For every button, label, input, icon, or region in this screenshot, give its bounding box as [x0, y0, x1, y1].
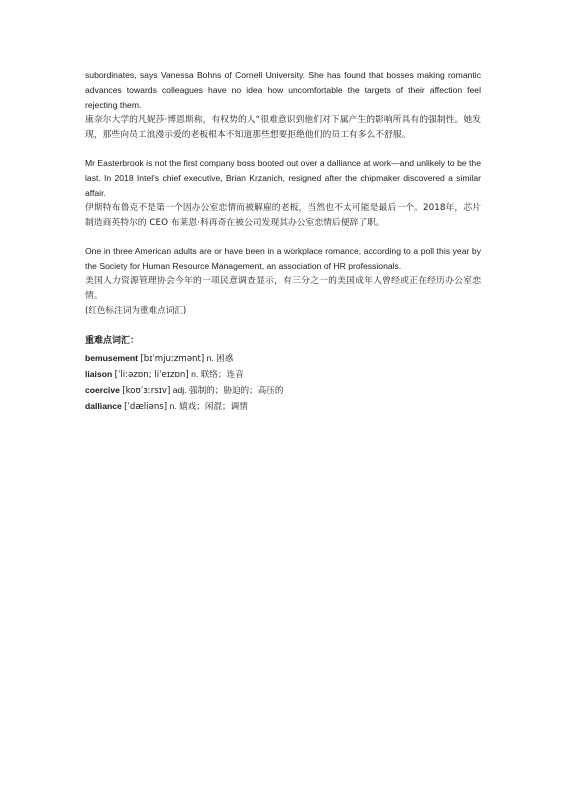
- vocab-pos: n.: [169, 401, 177, 411]
- vocab-entry: [85, 383, 481, 399]
- paragraph-english: One in three American adults are or have been in a workplace romance, according to a poll this year by the Society for Human Resource Management, an association of HR professionals.: [85, 246, 481, 271]
- vocab-pos: adj.: [172, 385, 187, 395]
- vocab-phonetic: [ˈdæliəns]: [124, 402, 168, 412]
- red-word-note: (红色标注词为重难点词汇): [85, 306, 187, 316]
- vocab-entry: [85, 399, 481, 415]
- paragraph-english: Mr Easterbrook is not the first company boss booted out over a dalliance at work—and unlikely to be the last. In 2018 Intel’s chief executive, Brian Krzanich, resigned after the chipmaker discovered a similar affair.: [85, 158, 481, 198]
- paragraph-chinese: 美国人力资源管理协会今年的一项民意调查显示，有三分之一的美国成年人曾经或正在经历办公室恋情。: [85, 276, 481, 301]
- paragraph-3: [85, 244, 481, 319]
- vocab-entry: [85, 367, 481, 383]
- vocab-phonetic: [koʊˈɜːrsɪv]: [122, 386, 171, 396]
- vocab-definition: 困惑: [216, 354, 234, 364]
- vocabulary-title: 重难点词汇：: [85, 336, 140, 346]
- vocab-phonetic: [bɪˈmjuːzmənt]: [140, 354, 205, 364]
- paragraph-1: [85, 68, 481, 143]
- vocabulary-section: [85, 333, 481, 415]
- vocab-definition: 嬉戏；闲混；调情: [179, 402, 248, 412]
- vocab-phonetic: [ˈliːəzɒn; liˈeɪzɒn]: [114, 370, 189, 380]
- paragraph-english: subordinates, says Vanessa Bohns of Cornell University. She has found that bosses making romantic advances towards colleagues have no idea how uncomfortable the targets of their affection feel rejecting them.: [85, 70, 481, 110]
- paragraph-chinese: 康奈尔大学的凡妮莎·博恩斯称，有权势的人“很难意识到他们对下属产生的影响所具有的强制性。她发现，那些向员工浪漫示爱的老板根本不知道那些想要拒绝他们的员工有多么不舒服。: [85, 115, 481, 140]
- vocab-word: liaison: [85, 369, 113, 379]
- vocab-word: coercive: [85, 385, 120, 395]
- vocab-word: dalliance: [85, 401, 122, 411]
- vocab-definition: 联络；连音: [200, 370, 244, 380]
- vocab-word: bemusement: [85, 353, 139, 363]
- vocab-pos: n.: [191, 369, 199, 379]
- vocab-pos: n.: [206, 353, 214, 363]
- article-body: [85, 68, 481, 415]
- paragraph-chinese: 伊斯特布鲁克不是第一个因办公室恋情而被解雇的老板，当然也不太可能是最后一个。2018年，芯片制造商英特尔的 CEO 布莱恩·科再奇在被公司发现其办公室恋情后便辞了职。: [85, 203, 481, 228]
- vocab-entry: [85, 351, 481, 367]
- paragraph-2: [85, 156, 481, 231]
- vocab-definition: 强制的；胁迫的；高压的: [188, 386, 284, 396]
